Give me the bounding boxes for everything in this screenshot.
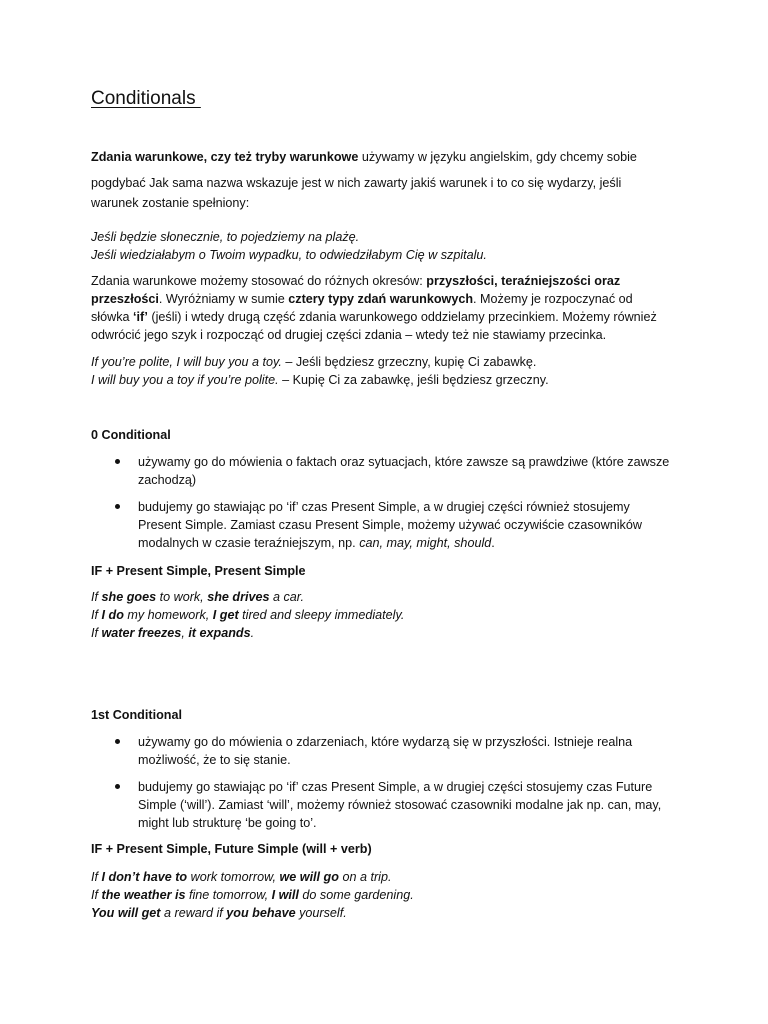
example-sentence: If she goes to work, she drives a car. <box>91 590 305 604</box>
list-item: używamy go do mówienia o zdarzeniach, które wydarzą się w przyszłości. Istnieje realna możliwość, że to się stanie. <box>91 733 683 769</box>
list-item: używamy go do mówienia o faktach oraz sytuacjach, które zawsze są prawdziwe (które zawsze zachodzą) <box>91 453 683 489</box>
toy-example-1: If you’re polite, I will buy you a toy. – Jeśli będziesz grzeczny, kupię Ci zabawkę. <box>91 355 537 369</box>
polish-examples <box>91 228 683 264</box>
list-item: budujemy go stawiając po ‘if’ czas Present Simple, a w drugiej części stosujemy czas Future Simple (‘will’). Zamiast ‘will’, możemy również stosować czasowniki modalne jak np. can, may, might lub strukturę ‘be going to’. <box>91 778 683 832</box>
intro-line-1: Zdania warunkowe, czy też tryby warunkowe używamy w języku angielskim, gdy chcemy sobie <box>91 150 637 164</box>
first-conditional-heading: 1st Conditional <box>91 708 182 722</box>
example-sentence: You will get a reward if you behave yourself. <box>91 906 347 920</box>
periods-line-2: przeszłości. Wyróżniamy w sumie cztery typy zdań warunkowych. Możemy je rozpoczynać od <box>91 292 633 306</box>
zero-conditional-bullets <box>91 453 683 552</box>
intro-paragraph <box>91 148 683 212</box>
example-sentence: If I do my homework, I get tired and sleepy immediately. <box>91 608 405 622</box>
example-sentence: If I don’t have to work tomorrow, we will go on a trip. <box>91 870 392 884</box>
bullet-icon <box>115 504 120 509</box>
intro-line-3: warunek zostanie spełniony: <box>91 196 250 210</box>
intro-line-2: pogdybać Jak sama nazwa wskazuje jest w nich zawarty jakiś warunek i to co się wydarzy, jeśli <box>91 176 622 190</box>
periods-line-1: Zdania warunkowe możemy stosować do różnych okresów: przyszłości, teraźniejszości oraz <box>91 274 621 288</box>
toy-examples <box>91 353 683 389</box>
intro-bold-term: Zdania warunkowe, czy też tryby warunkowe <box>91 150 359 164</box>
zero-conditional-heading: 0 Conditional <box>91 428 171 442</box>
first-conditional-examples <box>91 868 683 922</box>
bullet-icon <box>115 784 120 789</box>
first-conditional-formula: IF + Present Simple, Future Simple (will + verb) <box>91 842 372 856</box>
zero-conditional-formula: IF + Present Simple, Present Simple <box>91 564 306 578</box>
periods-paragraph <box>91 272 683 344</box>
polish-example-1: Jeśli będzie słonecznie, to pojedziemy na plażę. <box>91 230 360 244</box>
example-sentence: If the weather is fine tomorrow, I will do some gardening. <box>91 888 414 902</box>
bullet-icon <box>115 459 120 464</box>
zero-conditional-examples <box>91 588 683 642</box>
first-conditional-bullets <box>91 733 683 832</box>
list-item: budujemy go stawiając po ‘if’ czas Present Simple, a w drugiej części również stosujemy Present Simple. Zamiast czasu Present Simple, możemy używać oczywiście czasowników modalnych w czasie teraźniejszym, np. can, may, might, should. <box>91 498 683 552</box>
periods-line-4: odwrócić jego szyk i rozpocząć od drugiej części zdania – wtedy też nie stawiamy przecinka. <box>91 328 607 342</box>
example-sentence: If water freezes, it expands. <box>91 626 255 640</box>
bullet-icon <box>115 739 120 744</box>
page-title: Conditionals <box>91 88 201 109</box>
periods-line-3: słówka ‘if’ (jeśli) i wtedy drugą część zdania warunkowego oddzielamy przecinkiem. Możemy również <box>91 310 657 324</box>
toy-example-2: I will buy you a toy if you’re polite. – Kupię Ci za zabawkę, jeśli będziesz grzeczny. <box>91 373 549 387</box>
polish-example-2: Jeśli wiedziałabym o Twoim wypadku, to odwiedziłabym Cię w szpitalu. <box>91 248 487 262</box>
